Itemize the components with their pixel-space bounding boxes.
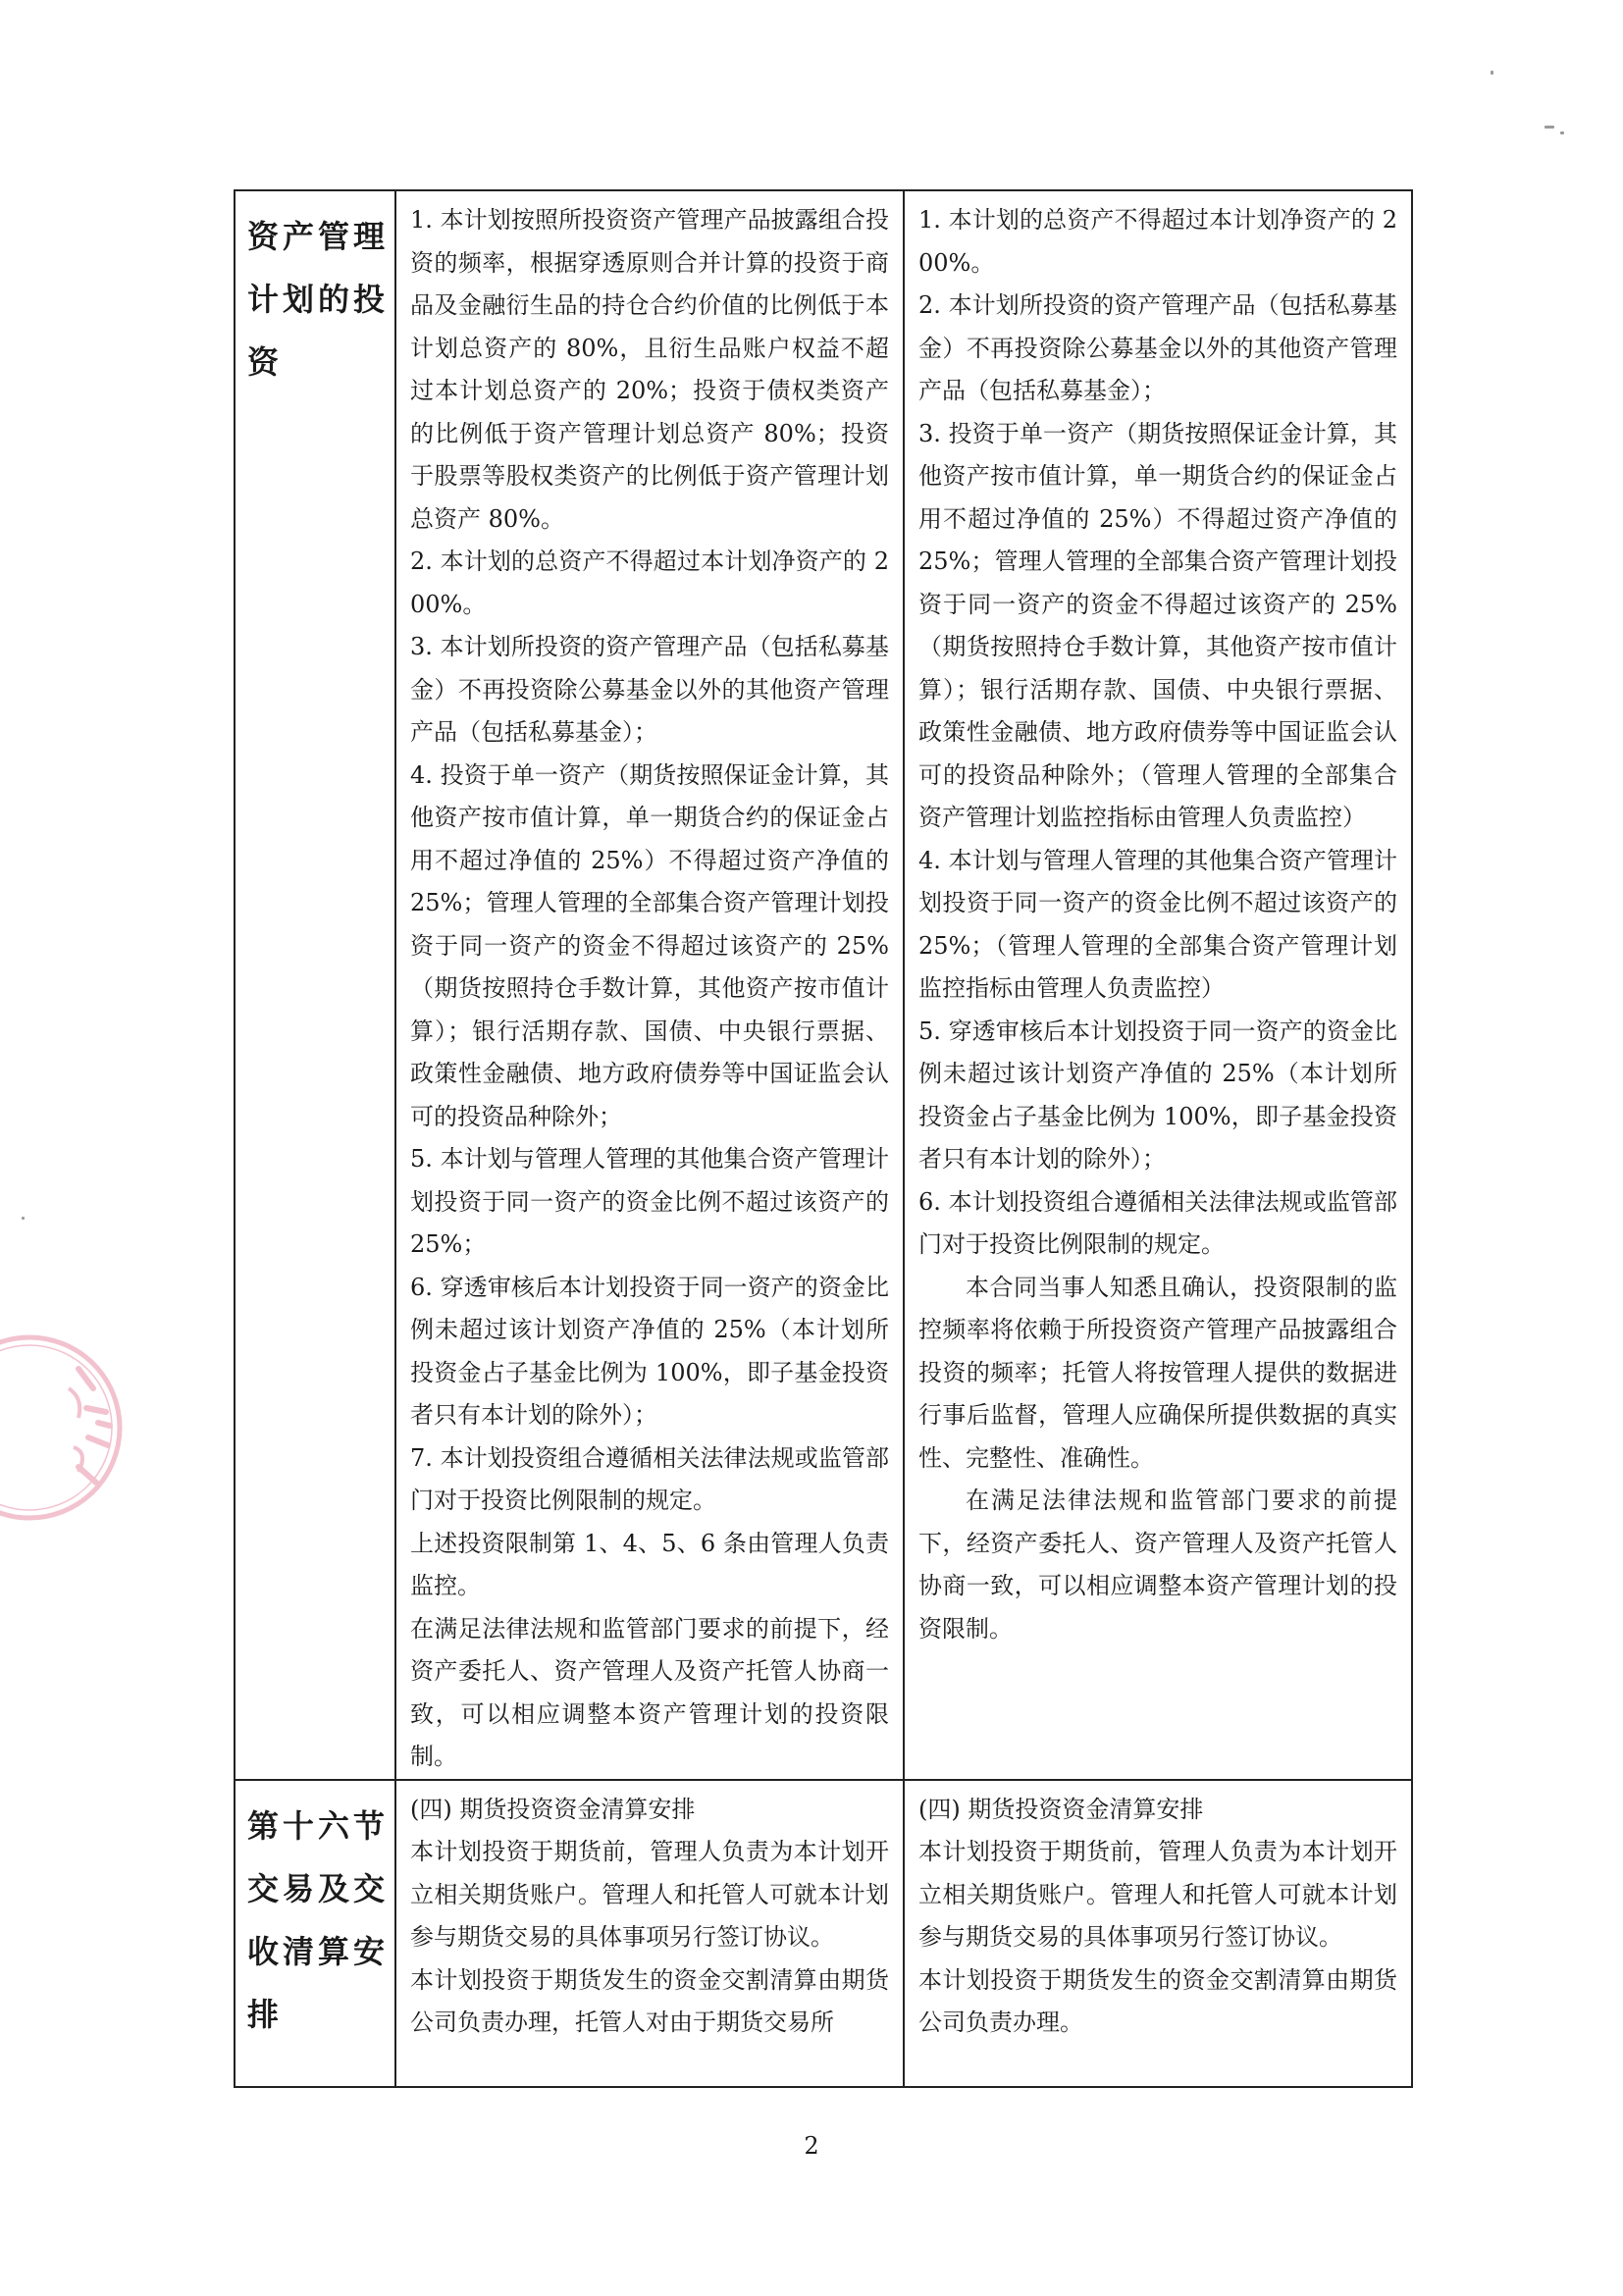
clause-paragraph: (四) 期货投资资金清算安排 xyxy=(918,1795,1204,1823)
clause-paragraph: 6. 穿透审核后本计划投资于同一资产的资金比例未超过该计划资产净值的 25%（本计划所投资金占子基金比例为 100%，即子基金投资者只有本计划的除外）； xyxy=(410,1273,889,1429)
scan-mark xyxy=(1544,126,1554,129)
original-clause-cell xyxy=(395,1780,904,2087)
clause-paragraph: 7. 本计划投资组合遵循相关法律法规或监管部门对于投资比例限制的规定。 xyxy=(410,1443,889,1514)
revised-clause-cell xyxy=(904,1780,1412,2087)
scan-mark xyxy=(1491,71,1493,75)
comparison-table xyxy=(234,189,1413,2088)
clause-paragraph: 3. 本计划所投资的资产管理产品（包括私募基金）不再投资除公募基金以外的其他资产管理产品（包括私募基金）； xyxy=(410,633,889,746)
row-label-cell xyxy=(235,190,395,1780)
table-row xyxy=(235,1780,1412,2087)
clause-paragraph: 5. 穿透审核后本计划投资于同一资产的资金比例未超过该计划资产净值的 25%（本计划所投资金占子基金比例为 100%，即子基金投资者只有本计划的除外）； xyxy=(918,1017,1397,1173)
scan-mark xyxy=(1560,131,1564,134)
clause-paragraph: 6. 本计划投资组合遵循相关法律法规或监管部门对于投资比例限制的规定。 xyxy=(918,1187,1397,1258)
clause-paragraph: 本计划投资于期货前，管理人负责为本计划开立相关期货账户。管理人和托管人可就本计划参与期货交易的具体事项另行签订协议。 xyxy=(410,1838,889,1951)
clause-paragraph: 2. 本计划的总资产不得超过本计划净资产的 200%。 xyxy=(410,548,889,618)
clause-paragraph: 本计划投资于期货发生的资金交割清算由期货公司负责办理，托管人对由于期货交易所 xyxy=(410,1965,889,2036)
clause-paragraph: (四) 期货投资资金清算安排 xyxy=(410,1795,696,1823)
row-label-line: 第十六节 xyxy=(247,1806,390,1845)
page-number: 2 xyxy=(804,2132,819,2160)
row-label-line: 收清算安 xyxy=(247,1932,390,1970)
clause-paragraph: 4. 投资于单一资产（期货按照保证金计算，其他资产按市值计算，单一期货合约的保证金占用不超过净值的 25%）不得超过资产净值的 25%；管理人管理的全部集合资产管理计划投资于同一资产的资金不得超过该资产的 25%（期货按照持仓手数计算，其他资产按市值计算）；银行活期存款、国债、中央银行票据、政策性金融债、地方政府债券等中国证监会认可的投资品种除外； xyxy=(410,760,889,1130)
clause-paragraph: 上述投资限制第 1、4、5、6 条由管理人负责监控。 xyxy=(410,1529,889,1599)
clause-paragraph: 本计划投资于期货前，管理人负责为本计划开立相关期货账户。管理人和托管人可就本计划参与期货交易的具体事项另行签订协议。 xyxy=(918,1838,1397,1951)
clause-paragraph: 本计划投资于期货发生的资金交割清算由期货公司负责办理。 xyxy=(918,1965,1397,2036)
revised-clause-cell xyxy=(904,190,1412,1780)
clause-paragraph: 在满足法律法规和监管部门要求的前提下，经资产委托人、资产管理人及资产托管人协商一致，可以相应调整本资产管理计划的投资限制。 xyxy=(918,1487,1397,1643)
row-label-line: 计划的投 xyxy=(247,281,390,318)
row-label-line: 资产管理 xyxy=(247,218,390,255)
original-clause-cell xyxy=(395,190,904,1780)
clause-paragraph: 2. 本计划所投资的资产管理产品（包括私募基金）不再投资除公募基金以外的其他资产管理产品（包括私募基金）； xyxy=(918,291,1397,404)
row-label-line: 交易及交 xyxy=(247,1869,390,1907)
clause-paragraph: 1. 本计划的总资产不得超过本计划净资产的 200%。 xyxy=(918,206,1397,277)
table-row xyxy=(235,190,1412,1780)
clause-paragraph: 5. 本计划与管理人管理的其他集合资产管理计划投资于同一资产的资金比例不超过该资产的 25%； xyxy=(410,1145,889,1258)
row-label-line: 排 xyxy=(247,1995,284,2033)
clause-paragraph: 3. 投资于单一资产（期货按照保证金计算，其他资产按市值计算，单一期货合约的保证金占用不超过净值的 25%）不得超过资产净值的 25%；管理人管理的全部集合资产管理计划投资于同一资产的资金不得超过该资产的 25%（期货按照持仓手数计算，其他资产按市值计算）；银行活期存款、国债、中央银行票据、政策性金融债、地方政府债券等中国证监会认可的投资品种除外；（管理人管理的全部集合资产管理计划监控指标由管理人负责监控） xyxy=(918,419,1397,831)
clause-paragraph: 4. 本计划与管理人管理的其他集合资产管理计划投资于同一资产的资金比例不超过该资产的 25%；（管理人管理的全部集合资产管理计划监控指标由管理人负责监控） xyxy=(918,846,1397,1002)
clause-paragraph: 1. 本计划按照所投资资产管理产品披露组合投资的频率，根据穿透原则合并计算的投资于商品及金融衍生品的持仓合约价值的比例低于本计划总资产的 80%，且衍生品账户权益不超过本计划总资产的 20%；投资于债权类资产的比例低于资产管理计划总资产 80%；投资于股票等股权类资产的比例低于资产管理计划总资产 80%。 xyxy=(410,206,889,533)
red-seal-stamp xyxy=(0,1330,128,1526)
clause-paragraph: 本合同当事人知悉且确认，投资限制的监控频率将依赖于所投资资产管理产品披露组合投资的频率；托管人将按管理人提供的数据进行事后监督，管理人应确保所提供数据的真实性、完整性、准确性。 xyxy=(918,1273,1397,1472)
row-label-cell xyxy=(235,1780,395,2087)
scan-mark xyxy=(22,1217,25,1220)
row-label-line: 资 xyxy=(247,343,284,381)
clause-paragraph: 在满足法律法规和监管部门要求的前提下，经资产委托人、资产管理人及资产托管人协商一致，可以相应调整本资产管理计划的投资限制。 xyxy=(410,1614,889,1770)
